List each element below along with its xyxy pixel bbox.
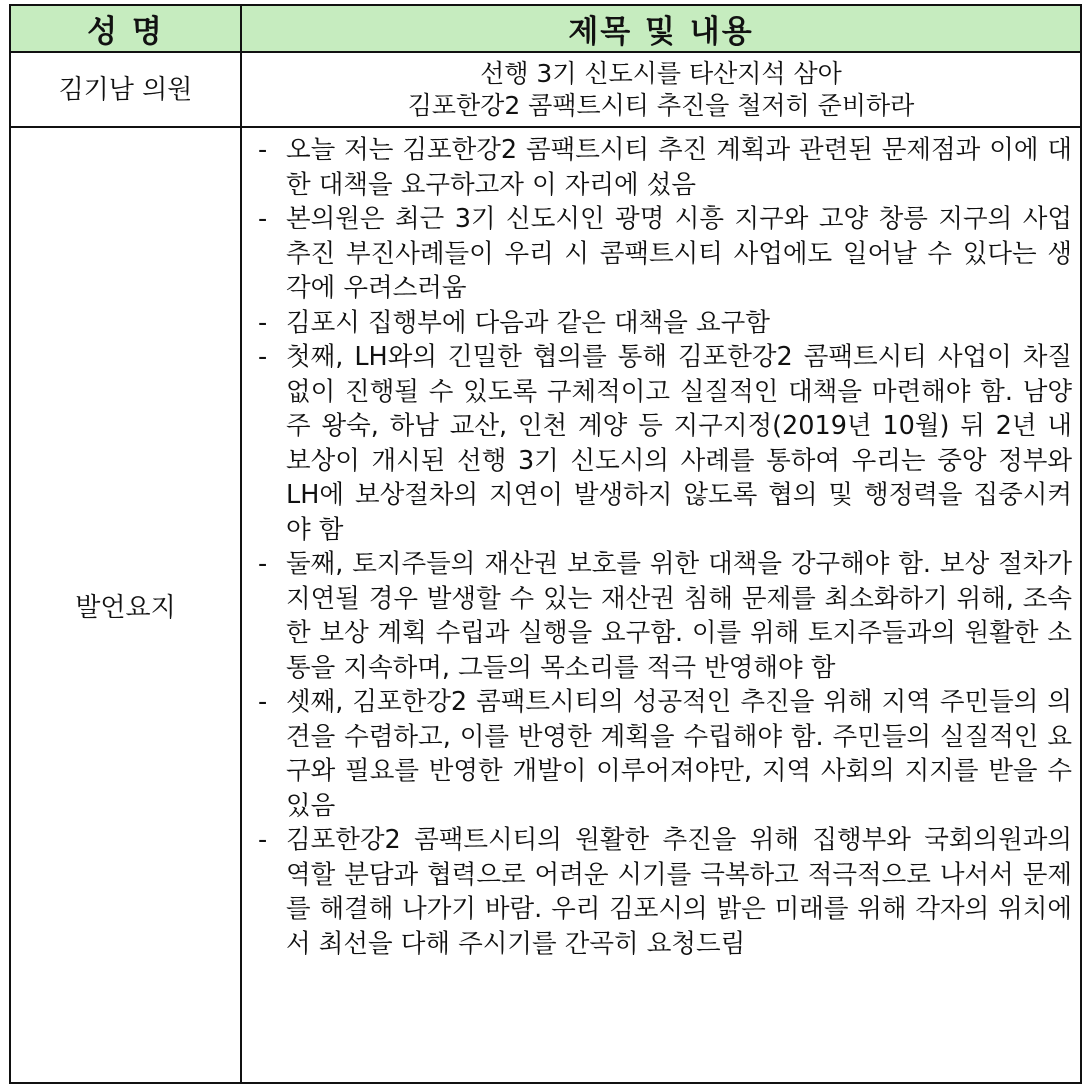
bullet-item xyxy=(256,340,1072,547)
bullet-dash: - xyxy=(258,307,268,338)
speech-title-line-1: 선행 3기 신도시를 타산지석 삼아 xyxy=(480,58,842,88)
name-column-header: 성 명 xyxy=(10,5,241,52)
bullet-item xyxy=(256,306,1072,341)
speech-summary-table xyxy=(9,4,1082,1084)
summary-content xyxy=(241,127,1081,1083)
bullet-text: 김포시 집행부에 다음과 같은 대책을 요구함 xyxy=(286,307,770,338)
speech-title-line-2: 김포한강2 콤팩트시티 추진을 철저히 준비하라 xyxy=(407,90,915,120)
summary-label: 발언요지 xyxy=(10,127,241,1083)
speaker-name: 김기남 의원 xyxy=(10,52,241,127)
bullet-dash: - xyxy=(258,825,268,855)
header-row xyxy=(10,5,1081,52)
bullet-dash: - xyxy=(258,687,268,717)
bullet-text: 본의원은 최근 3기 신도시인 광명 시흥 지구와 고양 창릉 지구의 사업추진 부진사례들이 우리 시 콤팩트시티 사업에도 일어날 수 있다는 생각에 우려스러움 xyxy=(286,204,1072,303)
bullet-dash: - xyxy=(258,204,268,234)
bullet-dash: - xyxy=(258,549,268,579)
bullet-item xyxy=(256,823,1072,961)
bullet-dash: - xyxy=(258,342,268,372)
summary-row xyxy=(10,127,1081,1083)
bullet-text: 셋째, 김포한강2 콤팩트시티의 성공적인 추진을 위해 지역 주민들의 의견을 수렴하고, 이를 반영한 계획을 수립해야 함. 주민들의 실질적인 요구와 필요를 반영한 개발이 이루어져야만, 지역 사회의 지지를 받을 수 있음 xyxy=(286,687,1072,821)
bullet-list xyxy=(242,128,1080,961)
bullet-item xyxy=(256,685,1072,823)
bullet-dash: - xyxy=(258,135,268,165)
bullet-text: 오늘 저는 김포한강2 콤팩트시티 추진 계획과 관련된 문제점과 이에 대한 대책을 요구하고자 이 자리에 섰음 xyxy=(286,135,1072,200)
speech-title xyxy=(241,52,1081,127)
bullet-item xyxy=(256,547,1072,685)
bullet-text: 둘째, 토지주들의 재산권 보호를 위한 대책을 강구해야 함. 보상 절차가 지연될 경우 발생할 수 있는 재산권 침해 문제를 최소화하기 위해, 조속한 보상 계획 수립과 실행을 요구함. 이를 위해 토지주들과의 원활한 소통을 지속하며, 그들의 목소리를 적극 반영해야 함 xyxy=(286,549,1072,683)
bullet-item xyxy=(256,133,1072,202)
bullet-text: 김포한강2 콤팩트시티의 원활한 추진을 위해 집행부와 국회의원과의 역할 분담과 협력으로 어려운 시기를 극복하고 적극적으로 나서서 문제를 해결해 나가기 바람. 우리 김포시의 밝은 미래를 위해 각자의 위치에서 최선을 다해 주시기를 간곡히 요청드림 xyxy=(286,825,1072,959)
bullet-item xyxy=(256,202,1072,306)
content-column-header: 제목 및 내용 xyxy=(241,5,1081,52)
bullet-text: 첫째, LH와의 긴밀한 협의를 통해 김포한강2 콤팩트시티 사업이 차질 없이 진행될 수 있도록 구체적이고 실질적인 대책을 마련해야 함. 남양주 왕숙, 하남 교산, 인천 계양 등 지구지정(2019년 10월) 뒤 2년 내 보상이 개시된 선행 3기 신도시의 사례를 통하여 우리는 중앙 정부와 LH에 보상절차의 지연이 발생하지 않도록 협의 및 행정력을 집중시켜야 함 xyxy=(286,342,1072,545)
title-row xyxy=(10,52,1081,127)
